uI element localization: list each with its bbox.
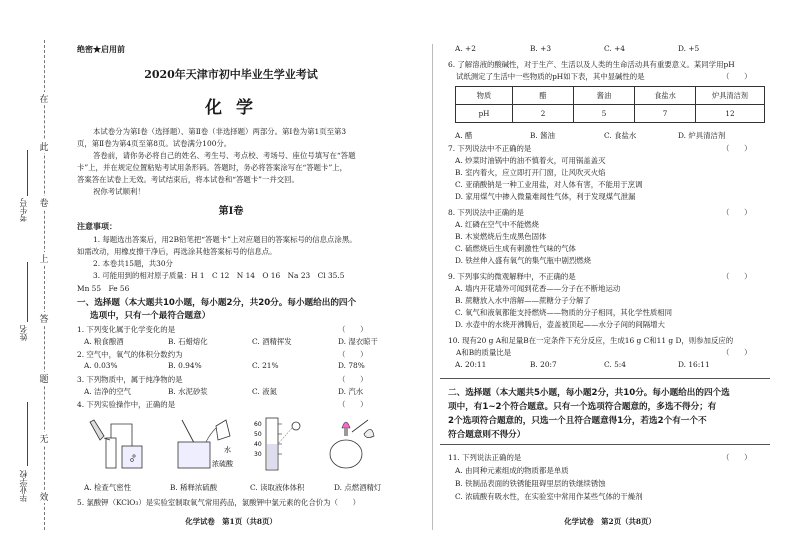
table-cell: pH — [456, 105, 513, 123]
field-underline[interactable] — [27, 402, 28, 466]
intro-line: 答卷前，请你务必将自己的姓名、考生号、考点校、考场号、座位号填写在“答题 — [93, 151, 356, 160]
option-d[interactable]: D. 铁丝伸入盛有氧气的集气瓶中剧烈燃烧 — [455, 256, 592, 265]
option-d[interactable]: D. 炉具清洁剂 — [678, 131, 726, 140]
option-a[interactable]: A. 0.03% — [84, 361, 118, 370]
hand-icon — [364, 429, 374, 437]
lamp-icon — [330, 440, 362, 468]
page-divider — [432, 44, 433, 530]
question-stem: 3. 下列物质中，属于纯净物的是 — [77, 375, 183, 384]
field-exam-number: 考生号 — [19, 198, 28, 222]
option-a[interactable]: A. 由同种元素组成的物质都是单质 — [455, 466, 569, 475]
table-cell: 物质 — [456, 87, 513, 105]
question-stem: 6. 了解溶液的酸碱性，对于生产、生活以及人类的生命活动具有重要意义。某同学用pH — [448, 60, 735, 69]
question-stem: 9. 下列事实的微观解释中，不正确的是 — [448, 272, 576, 281]
question-stem: 10. 现有20 g A和足量B在一定条件下充分反应，生成16 g C和11 g D，则参加反应的 — [448, 336, 734, 345]
figure-alcohol-lamp — [322, 416, 382, 478]
section2-heading: 项中，有1~2个符合题意。只有一个选项符合题意的，多选不得分；有 — [448, 402, 717, 412]
option-d[interactable]: D. 16:11 — [678, 360, 710, 369]
subject-title: 化 学 — [205, 98, 257, 118]
figure-caption[interactable]: A. 检查气密性 — [84, 483, 131, 492]
option-c[interactable]: C. 酒精挥发 — [252, 337, 292, 346]
binding-char: 效 — [36, 490, 52, 503]
eye-icon — [292, 422, 300, 430]
section1-heading: 选项中，只有一个最符合题意） — [90, 311, 211, 321]
tick-label: 50 — [254, 431, 262, 438]
field-school: 毕业学校 — [19, 470, 28, 502]
section2-heading: 符合题意则不得分） — [448, 430, 526, 440]
option-d[interactable]: D. 家用煤气中掺入微量难闻性气体，利于发现煤气泄漏 — [455, 192, 636, 201]
intro-line: 答案答在试卷上无效。考试结束后，将本试卷和“答题卡”一并交回。 — [77, 175, 299, 184]
option-a[interactable]: A. 洁净的空气 — [84, 387, 131, 396]
question-stem: 1. 下列变化属于化学变化的是 — [77, 325, 176, 334]
table-cell: 12 — [696, 105, 765, 123]
option-a[interactable]: A. 醋 — [455, 131, 473, 140]
tick-label: 60 — [254, 421, 262, 428]
option-a[interactable]: A. 粮食酿酒 — [84, 337, 124, 346]
figure-caption[interactable]: C. 读取液体体积 — [250, 483, 305, 492]
option-a[interactable]: A. 红磷在空气中不能燃烧 — [455, 220, 539, 229]
notes-line: 3. 可能用到的相对原子质量：H 1 C 12 N 14 O 16 Na 23 Cl 35.5 — [93, 271, 345, 280]
question-stem: 5. 氯酸钾（KClO₃）是实验室制取氧气常用药品，氯酸钾中氯元素的化合价为（ ） — [77, 498, 361, 507]
binding-char: 卷 — [36, 196, 52, 209]
intro-line: 本试卷分为第Ⅰ卷（选择题）、第Ⅱ卷（非选择题）两部分。第Ⅰ卷为第1页至第3 — [93, 127, 347, 136]
table-row — [456, 105, 765, 123]
answer-paren[interactable]: （ ） — [338, 375, 368, 384]
option-c[interactable]: C. 氧气和液氧都能支持燃烧——物质的分子相同，其化学性质相同 — [455, 308, 673, 317]
table-cell: 酱油 — [574, 87, 635, 105]
option-d[interactable]: D. 湿衣晾干 — [338, 337, 378, 346]
section2-heading: 二、选择题（本大题共5小题，每小题2分，共10分。每小题给出的四个选 — [448, 388, 730, 398]
notes-line: 1. 每题选出答案后，用2B铅笔把“答题卡”上对应题目的答案标号的信息点涂黑。 — [93, 235, 357, 244]
figure-caption[interactable]: B. 稀释浓硫酸 — [170, 483, 218, 492]
option-b[interactable]: B. 20:7 — [530, 360, 557, 369]
acid-label: 浓硫酸 — [212, 460, 233, 468]
option-b[interactable]: B. +3 — [530, 44, 552, 53]
figure-caption[interactable]: D. 点燃酒精灯 — [334, 483, 382, 492]
option-c[interactable]: C. 21% — [252, 361, 279, 370]
answer-paren[interactable]: （ ） — [722, 453, 752, 462]
water-label: 水 — [224, 446, 231, 454]
table-row — [456, 87, 765, 105]
table-cell: 炉具清洁剂 — [696, 87, 765, 105]
option-c[interactable]: C. +4 — [604, 44, 625, 53]
option-c[interactable]: C. 亚硝酸钠是一种工业用盐，对人体有害，不能用于烹调 — [455, 180, 643, 189]
binding-char: 上 — [36, 252, 52, 265]
option-c[interactable]: C. 浓硫酸有吸水性，在实验室中常用作某些气体的干燥剂 — [455, 492, 643, 501]
question-stem: 7. 下列说法中不正确的是 — [448, 144, 532, 153]
figure-read-volume — [252, 416, 312, 478]
option-c[interactable]: C. 液氮 — [252, 387, 277, 396]
answer-paren[interactable]: （ ） — [338, 350, 368, 359]
notes-line: Mn 55 Fe 56 — [77, 284, 130, 293]
option-b[interactable]: B. 室内着火，应立即打开门窗，让风吹灭火焰 — [455, 168, 606, 177]
intro-line: 祝你考试顺利！ — [93, 187, 145, 196]
option-d[interactable]: D. 水壶中的水烧开沸腾后，壶盖被顶起——水分子间的间隔增大 — [455, 320, 665, 329]
tick-label: 30 — [254, 451, 262, 458]
binding-char: 在 — [36, 92, 52, 105]
option-b[interactable]: B. 酱油 — [530, 131, 555, 140]
answer-paren[interactable]: （ ） — [338, 400, 368, 409]
answer-paren[interactable]: （ ） — [722, 348, 752, 357]
intro-line: 卡”上，并在规定位置粘贴考试用条形码。答题时，务必将答案涂写在“答题卡”上， — [77, 163, 348, 172]
beaker-icon — [122, 446, 142, 468]
section-divider — [440, 378, 770, 379]
flame-icon — [342, 422, 350, 428]
question-stem: 8. 下列说法中正确的是 — [448, 208, 524, 217]
secret-label: 绝密★启用前 — [77, 44, 125, 54]
option-c[interactable]: C. 硫燃烧后生成有刺激性气味的气体 — [455, 244, 576, 253]
question-stem: A和B的质量比是 — [456, 348, 512, 357]
table-cell: 食盐水 — [635, 87, 696, 105]
table-cell: 2 — [513, 105, 574, 123]
answer-paren[interactable]: （ ） — [722, 72, 752, 81]
figure-dilute-acid — [168, 416, 248, 478]
answer-paren[interactable]: （ ） — [722, 144, 752, 153]
option-d[interactable]: D. 汽水 — [338, 387, 364, 396]
notes-line: 2. 本卷共15题，共30分 — [93, 259, 173, 268]
option-b[interactable]: B. 石蜡熔化 — [168, 337, 208, 346]
option-a[interactable]: A. 炒菜时油锅中的油不慎着火，可用锅盖盖灭 — [455, 156, 606, 165]
question-stem: 11. 下列说法正确的是 — [448, 453, 522, 462]
field-name: 姓名 — [19, 325, 28, 341]
section2-heading: 2个选项符合题意的，只选一个且符合题意得1分，若选2个有一个不 — [448, 416, 707, 426]
option-b[interactable]: B. 0.94% — [168, 361, 202, 370]
option-b[interactable]: B. 蔗糖放入水中溶解——蔗糖分子分解了 — [455, 296, 591, 305]
option-b[interactable]: B. 水泥砂浆 — [168, 387, 208, 396]
notes-line: 如需改动，用橡皮擦干净后，再选涂其他答案标号的信息点。 — [77, 247, 277, 256]
option-c[interactable]: C. 5:4 — [604, 360, 626, 369]
question-stem: 2. 空气中，氧气的体积分数约为 — [77, 350, 183, 359]
reagent-bottle-icon — [216, 420, 230, 440]
binding-margin — [0, 0, 60, 560]
field-underline[interactable] — [27, 150, 28, 196]
table-cell: 7 — [635, 105, 696, 123]
field-underline[interactable] — [27, 262, 28, 322]
intro-line: 页，第Ⅱ卷为第4页至第8页。试卷满分100分。 — [77, 139, 232, 148]
table-cell: 醋 — [513, 87, 574, 105]
page-footer: 化学试卷 第1页（共8页） — [185, 517, 277, 526]
exam-title: 2020年天津市初中毕业生学业考试 — [144, 68, 318, 81]
option-a[interactable]: A. +2 — [455, 44, 476, 53]
option-b[interactable]: B. 木炭燃烧后生成黑色固体 — [455, 232, 547, 241]
option-b[interactable]: B. 铁制品表面的铁锈能阻碍里层的铁继续锈蚀 — [455, 479, 606, 488]
binding-char: 答 — [36, 312, 52, 325]
section1-heading: 一、选择题（本大题共10小题，每小题2分，共20分。每小题给出的四个 — [77, 298, 357, 308]
section-divider — [440, 444, 770, 445]
answer-paren[interactable]: （ ） — [722, 272, 752, 281]
beaker-icon — [178, 442, 210, 468]
option-d[interactable]: D. +5 — [678, 44, 700, 53]
binding-char: 此 — [36, 140, 52, 153]
hand-icon — [90, 420, 104, 440]
answer-paren[interactable]: （ ） — [338, 325, 368, 334]
answer-paren[interactable]: （ ） — [722, 208, 752, 217]
question-stem: 4. 下列实验操作中，正确的是 — [77, 400, 176, 409]
binding-char: 无 — [36, 432, 52, 445]
binding-char: 题 — [36, 372, 52, 385]
option-c[interactable]: C. 食盐水 — [604, 131, 637, 140]
tick-label: 40 — [254, 441, 262, 448]
test-tube-icon — [106, 438, 116, 468]
option-a[interactable]: A. 墙内开花墙外可闻到花香——分子在不断地运动 — [455, 284, 621, 293]
ph-table — [455, 86, 765, 123]
option-a[interactable]: A. 20:11 — [455, 360, 487, 369]
option-d[interactable]: D. 78% — [338, 361, 365, 370]
figure-airtight-check — [80, 416, 150, 478]
page-footer: 化学试卷 第2页（共8页） — [564, 517, 656, 526]
volume-title: 第Ⅰ卷 — [218, 206, 244, 217]
notes-heading: 注意事项： — [77, 221, 117, 231]
table-cell: 5 — [574, 105, 635, 123]
question-stem: 试纸测定了生活中一些物质的pH如下表，其中显碱性的是 — [456, 72, 645, 81]
